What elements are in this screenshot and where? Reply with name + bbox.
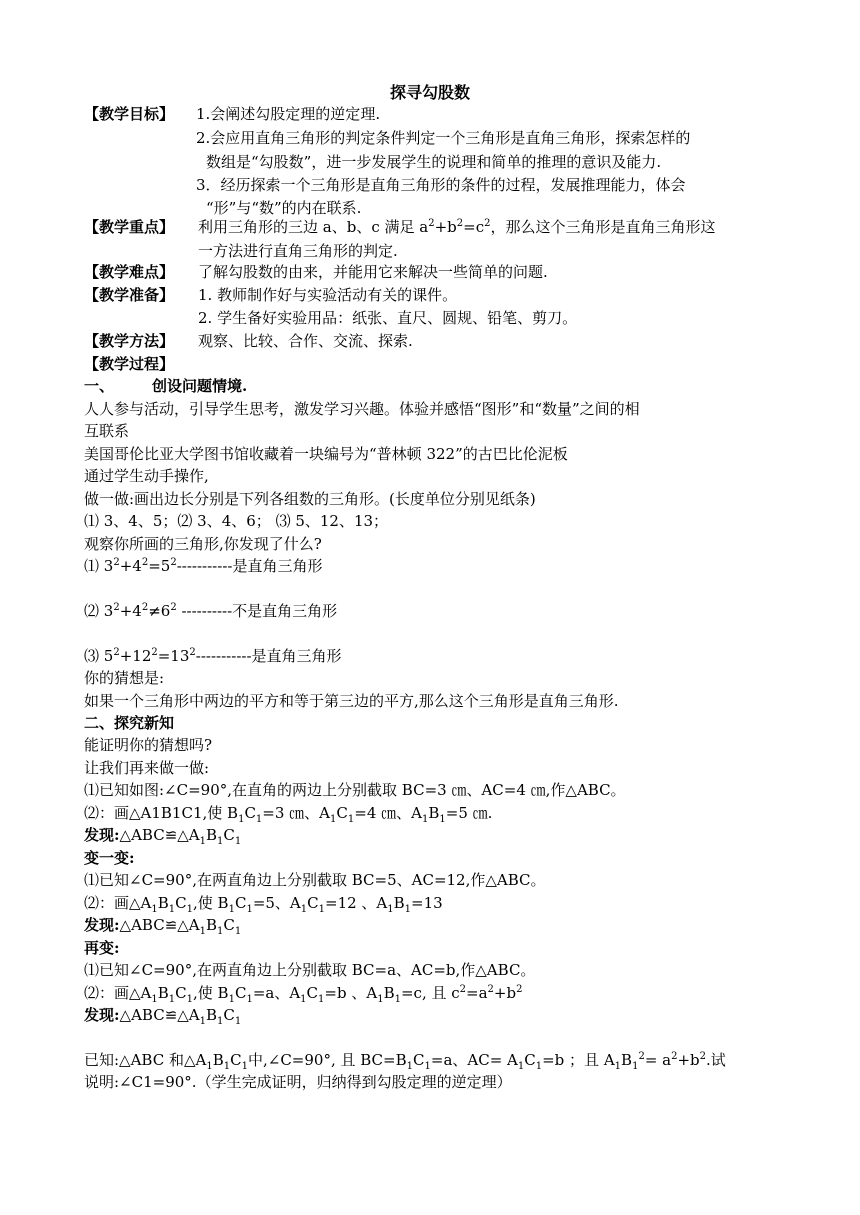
objective-line-1: 1.会阐述勾股定理的逆定理. bbox=[196, 105, 381, 123]
paragraph: 让我们再来做一做: bbox=[84, 759, 210, 777]
activity-line-1: ⑴已知如图:∠C=90°,在直角的两边上分别截取 BC=3 ㎝、AC=4 ㎝,作△ABC。 bbox=[84, 781, 626, 799]
section1-heading: 创设问题情境. bbox=[152, 377, 248, 395]
finding-line-1: 发现$:\triangle ABC≌\triangle A_1B_1C_1$ bbox=[84, 826, 242, 847]
objective-line-4: 3．经历探索一个三角形是直角三角形的条件的过程，发展推理能力，体会 bbox=[196, 176, 686, 194]
result-line-1: ⑴ $3^2+4^2=5^2-----------$是直角三角形 bbox=[84, 557, 323, 575]
objective-line-3: 数组是“勾股数”，进一步发展学生的说理和简单的推理的意识及能力. bbox=[206, 153, 662, 171]
method-label: 【教学方法】 bbox=[84, 332, 175, 350]
finding-line-3: 发现$:\triangle ABC≌\triangle A_1B_1C_1$ bbox=[84, 1006, 242, 1027]
objective-line-5: “形”与“数”的内在联系. bbox=[206, 199, 362, 217]
method-text: 观察、比较、合作、交流、探索. bbox=[198, 332, 413, 350]
variation-heading: 变一变: bbox=[84, 849, 135, 867]
section2-heading: 二、探究新知 bbox=[84, 714, 175, 732]
activity-line-2: ⑵：画△A1B1C1,使 $B_1C_1=3$ ㎝、$A_1C_1=4$ ㎝、$A_1B_1=5$ ㎝. bbox=[84, 804, 493, 825]
paragraph: 通过学生动手操作, bbox=[84, 467, 209, 485]
preparation-line-1: 1. 教师制作好与实验活动有关的课件。 bbox=[198, 286, 458, 304]
result-line-3: ⑶ $5^2+12^2=13^2-----------$是直角三角形 bbox=[84, 647, 342, 665]
key-point-label: 【教学重点】 bbox=[84, 218, 175, 236]
paragraph: 做一做:画出边长分别是下列各组数的三角形。(长度单位分别见纸条) bbox=[84, 490, 536, 508]
result-line-2: ⑵ $3^2+4^2\ne 6^2$ ----------不是直角三角形 bbox=[84, 602, 338, 620]
paragraph: 美国哥伦比亚大学图书馆收藏着一块编号为“普林顿 322”的古巴比伦泥板 bbox=[84, 445, 568, 463]
proof-task-line-2: 说明:∠C1=90°.（学生完成证明，归纳得到勾股定理的逆定理） bbox=[84, 1073, 512, 1091]
revariation-line-2: ⑵：画$\triangle A_1B_1C_1$,使 $B_1C_1=a$、$A_1C_1=b$ 、$A_1B_1=c$, 且 $c^2=a^2+b^2$ bbox=[84, 984, 523, 1005]
key-point-line-1: 利用三角形的三边 a、b、c 满足 $a^2+b^2=c^2$，那么这个三角形是直角三角形这 bbox=[198, 218, 716, 236]
process-label: 【教学过程】 bbox=[84, 355, 175, 373]
preparation-label: 【教学准备】 bbox=[84, 286, 175, 304]
preparation-line-2: 2. 学生备好实验用品：纸张、直尺、圆规、铅笔、剪刀。 bbox=[198, 309, 578, 327]
number-groups: ⑴ 3、4、5；⑵ 3、4、6； ⑶ 5、12、13； bbox=[84, 512, 389, 530]
proof-task-line-1: 已知:△ABC 和$\triangle A_1B_1C_1$中,∠C=90°, 且 $BC=B_1C_1=a$、$AC= A_1C_1=b$ ；且 $A_1B_1^2= a^2+b^2$.试 bbox=[84, 1051, 726, 1072]
paragraph: 能证明你的猜想吗? bbox=[84, 736, 213, 754]
guess-label: 你的猜想是: bbox=[84, 669, 165, 687]
guess-text: 如果一个三角形中两边的平方和等于第三边的平方,那么这个三角形是直角三角形. bbox=[84, 692, 619, 710]
document-title: 探寻勾股数 bbox=[389, 83, 470, 102]
paragraph: 互联系 bbox=[84, 422, 130, 440]
finding-line-2: 发现$:\triangle ABC≌\triangle A_1B_1C_1$ bbox=[84, 916, 242, 937]
revariation-line-1: ⑴已知∠C=90°,在两直角边上分别截取 BC=a、AC=b,作△ABC。 bbox=[84, 961, 536, 979]
variation-line-1: ⑴已知∠C=90°,在两直角边上分别截取 BC=5、AC=12,作△ABC。 bbox=[84, 871, 546, 889]
difficulty-label: 【教学难点】 bbox=[84, 263, 175, 281]
revariation-heading: 再变: bbox=[84, 939, 120, 957]
key-point-line-2: 一方法进行直角三角形的判定. bbox=[198, 242, 398, 260]
objectives-label: 【教学目标】 bbox=[84, 105, 175, 123]
objective-line-2: 2.会应用直角三角形的判定条件判定一个三角形是直角三角形，探索怎样的 bbox=[196, 129, 691, 147]
paragraph: 人人参与活动，引导学生思考，激发学习兴趣。体验并感悟“图形”和“数量”之间的相 bbox=[84, 400, 640, 418]
variation-line-2: ⑵：画$\triangle A_1B_1C_1$,使 $B_1C_1=5$、$A_1C_1=12$ 、$A_1B_1=13$ bbox=[84, 894, 443, 915]
section1-heading-number: 一、 bbox=[84, 377, 115, 395]
paragraph: 观察你所画的三角形,你发现了什么? bbox=[84, 535, 322, 553]
difficulty-text: 了解勾股数的由来，并能用它来解决一些简单的问题. bbox=[198, 263, 548, 281]
